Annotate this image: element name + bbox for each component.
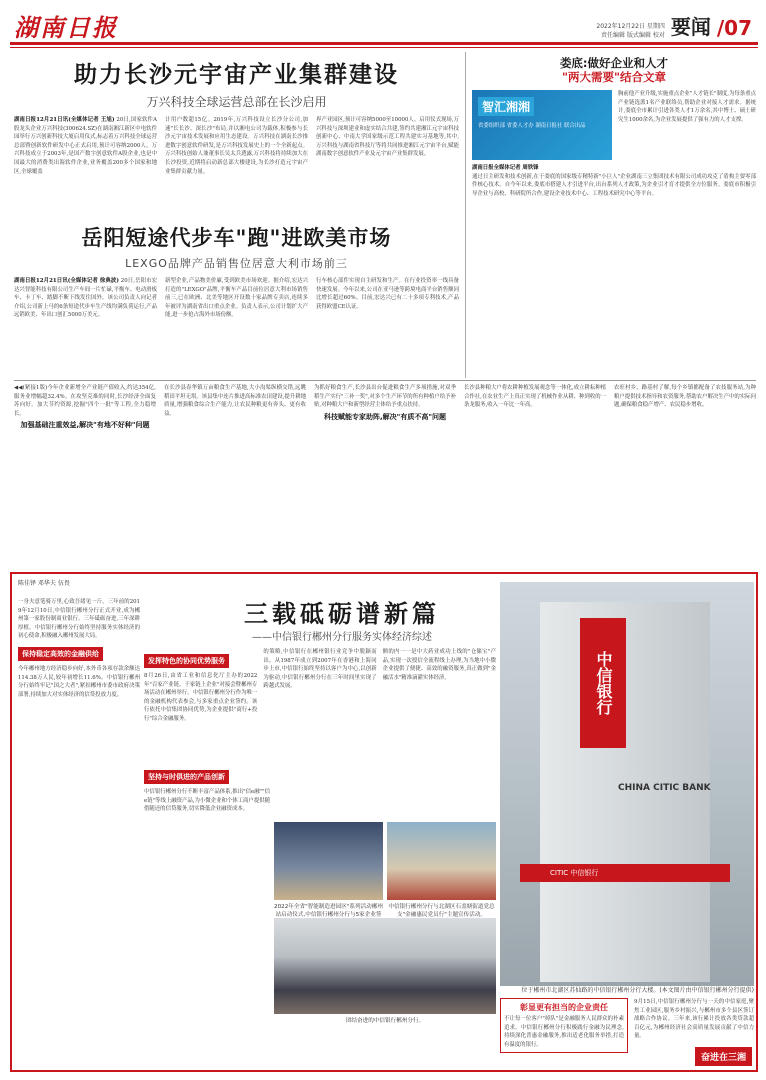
- band-col2: 在长沙县春华镇万亩粮食生产基地,大小沟渠纵横交错,远眺稻田平坦无垠。该县集中连片推进高标准农田建设,提升耕地质量,增强粮食综合生产能力,让农民种粮更有奔头、更有收益。: [164, 385, 306, 417]
- feature-head1: 保持稳定高效的金融供给: [18, 647, 103, 661]
- bank-english-name: CHINA CITIC BANK: [618, 783, 711, 793]
- article-loudi: [472, 56, 756, 198]
- feature-photo-row: [274, 822, 496, 918]
- band-col4: 长沙县种粮大户将农耕种植发展观念等一体化,成立耕耘种植合作社,在农业生产上真正实现了机械作业从耕、种到收的一条龙服务,收入一年比一年高。: [464, 385, 606, 409]
- article3-col2: 胸前他产业升级,实施重点企业"人才链长"制度,为每条重点产业链选派1名产业联络员,帮助企业对接人才需求。据统计,娄底全市累计引进各类人才1万余名,其中博士、硕士研究生1000余名,为企业发展提供了强有力的人才支撑。: [618, 91, 756, 123]
- bank-sign: 中信银行: [580, 618, 626, 748]
- article3-title: [472, 56, 756, 84]
- masthead: [10, 6, 758, 42]
- article-yueyang: [14, 222, 459, 320]
- photo-campaign: [387, 822, 496, 918]
- date-line: 2022年12月22日 星期四: [596, 23, 665, 30]
- banner-title: 智汇湘湘: [478, 97, 534, 116]
- masthead-rule-thin: [10, 47, 758, 48]
- feature-head2: 发挥特色的协同优势服务: [144, 654, 229, 668]
- masthead-rule: [10, 42, 758, 45]
- article1-col3: 界产业园区,预计可容纳5000至10000人。启用仪式现场,万兴科技与深圳建业和虚实结合共建,签约共建湘江元宇宙科技创新中心、中南大学国家级示范工程共建实习基地等,其中,万兴科技与湖南省科技厅等将共同推进湘江元宇宙平台,赋能湖南数字创意软件产业及元宇宙产业集群发展。: [316, 117, 459, 158]
- feature-lower-text: 中信银行郴州分行不断丰富产品体系,推出"信e融""信e链"等线上融资产品,为小微企业和个体工商户提供随借随还的信贷服务,切实降低企业融资成本。: [144, 789, 270, 813]
- responsibility-title: 彰显更有担当的企业责任: [520, 1003, 608, 1012]
- section-title: 要闻: [670, 15, 711, 39]
- article2-subtitle: LEXGO品牌产品销售位居意大利市场前三: [125, 257, 348, 270]
- band-subhead1: 加强基础注重效益,解决"有地不好种"问题: [20, 421, 150, 430]
- article3-col1: 通过日主研发和技术创新,在于娄底的国家级专精特新"小巨人"企业湖南三立集团技术有限公司成功攻克了盾构主要零部件核心技术。自今年以来,娄底市搭建人才引进平台,出台系列人才政策,为企业引才育才提供全方位服务。娄底市积极引导企业与高校、科研院所合作,建设企业技术中心、工程技术研究中心等平台。: [472, 173, 756, 197]
- article3-title-line1: 娄底:做好企业和人才: [559, 56, 669, 70]
- feature-title: 三载砥砺谱新篇: [244, 600, 440, 628]
- editor-line: 责任编辑 版式编辑 校对: [601, 32, 665, 39]
- article1-col1: [14, 116, 157, 176]
- photo-team: [274, 918, 496, 1024]
- article2-col1-text: 20日,岳阳市宏达兴智能科技有限公司生产车间一片忙碌,平衡车、电动滑板车、卡丁车、踏脚不断下线发往国外。该公司负责人向记者介绍,公司新上马的6条短途代步车生产线均满负荷运行,产品远销欧美、年出口创汇5000万美元。: [14, 278, 157, 319]
- feature-responsibility-box: [500, 998, 628, 1053]
- article1-subtitle: 万兴科技全球运营总部在长沙启用: [146, 95, 327, 109]
- article3-banner-row: [472, 90, 756, 160]
- article3-dateline: 湖南日报全媒体记者 周铁锋: [472, 165, 539, 171]
- feature-mid-columns: [144, 648, 496, 724]
- bank-band-sign: CITIC 中信银行: [520, 864, 730, 882]
- feature-right-columns: [500, 998, 754, 1053]
- feature-left-column: [18, 598, 140, 699]
- article-yuanyuzhou: [14, 56, 459, 176]
- band-col3: [314, 384, 456, 433]
- article2-title: 岳阳短途代步车"跑"进欧美市场: [81, 226, 392, 250]
- article2-col2: 新型企业,产品物美价廉,受到欧美市场欢迎。据介绍,宏达兴打造的"LEXGO"品牌,平衡车产品目前位居意大利市场销售前三,已在欧洲、北美等地区开设数十家品牌专卖店,连续多年被评为湖南省出口重点企业。负责人表示,公司计划扩大产能,进一步抢占海外市场份额。: [165, 278, 308, 319]
- feature-mid-col3: 额的内一一是中大药业成功上线的"仓储宝"产品,实现一次授信全流程线上办理,为当地中小微企业提供了便捷、高效的融资服务,真正做到"金融活水"精准滴灌实体经济。: [382, 649, 496, 681]
- feature-intro: 一身夫意笔骑万里,心致吾绪见一斤。三年前的2019年12月10日,中信银行郴州分行正式开业,成为郴州第一家股份制商业银行。三年砥砺奋进,三年深耕厚植。中信银行郴州分行始终坚持服务实体经济的初心使命,积极融入郴州发展大局。: [18, 599, 140, 640]
- photo-campaign-caption: 中信银行郴州分行与北湖区石盖塘街道党总支"金融惠民党员行"主题宣传活动。: [388, 904, 495, 918]
- feature-subtitle: ——中信银行郴州分行服务实体经济综述: [252, 632, 432, 643]
- photo-team-image: [274, 918, 496, 1014]
- band-col1-text: ◀◀(紧接1版)今年企业新增全产业链产值收入,约达354亿,服务业增幅超32.4%。在攻坚克难的同时,长沙经济全面复苏向好。加大节约资源,挖掘"四个一批"等工程,全力稳增长。: [14, 385, 156, 417]
- photo-campaign-image: [387, 822, 496, 900]
- feature-mid-col2: 的策略,中信银行在郴州银行业竞争中脱颖而出。从1987年成立到2007年在香港和上海同步上市,中信银行始终坚持以客户为中心,以创新为驱动,中信银行郴州分行在三年时间里实现了跨越式发展。: [263, 649, 377, 690]
- article1-col1-text: 20日,国家软件A股龙头企业万兴科技(300624.SZ)在湖南湘江新区中电软件园举行万兴创新科技大厦启用仪式,标志着万兴科技全球运营总部暨创新软件研发中心正式启用,预计可容纳2000人。万兴科技成立于2003年,是国产数字创意软件A股企业,也是中国最大的消费类出海软件企业,业务覆盖200多个国家和地区,全球覆盖: [14, 117, 158, 175]
- article2-dateline: 湖南日报12月21日讯(全媒体记者 徐典波): [14, 278, 119, 284]
- masthead-right: [596, 10, 752, 40]
- article1-title: 助力长沙元宇宙产业集群建设: [74, 62, 399, 88]
- feature-head3: 坚持与时俱进的产品创新: [144, 770, 229, 784]
- article2-body: [14, 277, 459, 320]
- photo-signing-image: [274, 822, 383, 900]
- masthead-meta: [596, 22, 664, 40]
- band-subhead2: 科技赋能专家助阵,解决"有质不高"问题: [324, 412, 446, 421]
- band-col3-text: 为抓好粮食生产,长沙县出台促进粮食生产多项措施,对双季稻生产实行"三补一奖",对多个生产环节的所有种植户给予补贴,对种粮大户和新型经营主体给予重点扶持。: [314, 385, 456, 409]
- photo-team-caption: 团结奋进的中信银行郴州分行。: [345, 1018, 425, 1024]
- feature-byline: 陈佳铎 邓华夫 伍畏: [18, 580, 70, 587]
- newspaper-logo: 湖南日报: [14, 13, 118, 42]
- band-col5: 农旺村乡、路基村了解,每个乡镇都配备了农技服务站,为种粮户提供技术指导和农资服务,帮助农户解决生产中的实际问题,确保粮食稳产增产、农民稳步增收。: [614, 385, 756, 409]
- article3-title-line2: "两大需要"结合文章: [562, 70, 666, 84]
- feature-lower-column: [144, 764, 270, 814]
- column-badge: 奋进在三湘: [695, 1047, 752, 1066]
- feature-mid-text1: 8月26日,由省工业和信息化厅主办的2022年"百家产业链、千家链上企业"对接会暨郴州专场活动在郴州举行。中信银行郴州分行作为唯一的金融机构代表参会,与多家重点企业签约。该行依托中信集团协同优势,为企业提供"商行+投行"综合金融服务。: [144, 673, 258, 722]
- band-col1: [14, 384, 156, 433]
- continued-article: [14, 384, 756, 433]
- responsibility-text: 不让每一位客户"掉队"是金融服务人民群众的朴素追求。中信银行郴州分行积极践行金融为民理念,持续深化普惠金融服务,推出适老化服务举措,打造有温度的银行。: [504, 1016, 624, 1048]
- photo-signing: [274, 822, 383, 918]
- building-caption: 位于郴州市北湖区苏仙路的中信银行郴州分行大楼。(本文图片由中信银行郴州分行提供): [521, 987, 754, 994]
- photo-bank-building: [500, 582, 754, 986]
- banner-subtitle: 省委组织部 省委人才办 湖南日报社 联合出品: [478, 123, 586, 129]
- article1-col2: 计用户数超15亿。2019年,万兴科技设立长沙分公司,加速"长长沙、深长沙"布局,并以湘电公司为载体,积极参与长沙元宇宙技术发展和应用生态建设。万兴科技在湖南长沙推进数字创意软件研发,是万兴科技发展史上的一个全新起点。万兴科技创始人兼董事长吴太兵透露,万兴科技将持续加大在长沙投资,近期将启动新总部大楼建设,为长沙打造元宇宙产业集群贡献力量。: [165, 117, 308, 175]
- article3-body: [472, 164, 756, 198]
- article1-dateline: 湖南日报12月21日讯(全媒体记者 王旭): [14, 117, 115, 123]
- feature-body1: 今年郴州地方经济稳步向好,本外币各项存款余额达114.38万人民,较年初增长11.6%。中信银行郴州分行始终牢记"国之大者",紧扣郴州市委市政府决策部署,持续加大对实体经济的信贷投放力度。: [18, 665, 140, 698]
- column-banner: [472, 90, 612, 160]
- feature-mid-col1: [144, 648, 257, 724]
- column-divider: [465, 52, 466, 378]
- article2-col1: [14, 277, 157, 320]
- article1-body: [14, 116, 459, 176]
- page-number: /07: [716, 16, 752, 40]
- feature-right-col2: 9月15日,中信银行郴州分行与一天的中信家庭,聚焦工业园区,服务乡村振兴,与郴州市多个县区签订战略合作协议。三年来,该行累计投放各类贷款超百亿元,为郴州经济社会高质量发展贡献了中信力量。: [634, 999, 754, 1040]
- photo-signing-caption: 2022年全省"智能制造进园区"系列活动郴州站启动仪式,中信银行郴州分行与5家企业签: [274, 904, 383, 918]
- band-rule: [14, 380, 756, 381]
- article2-col3: 行车核心部件实现自主研发和生产。在行业投资率一线具备快速发展。今年以来,公司在亚马逊等跨境电商平台销售额同比增长超过60%。目前,宏达兴已有二十多项专利技术,产品获得欧盟CE认证。: [316, 278, 459, 310]
- citic-feature: [10, 572, 758, 1072]
